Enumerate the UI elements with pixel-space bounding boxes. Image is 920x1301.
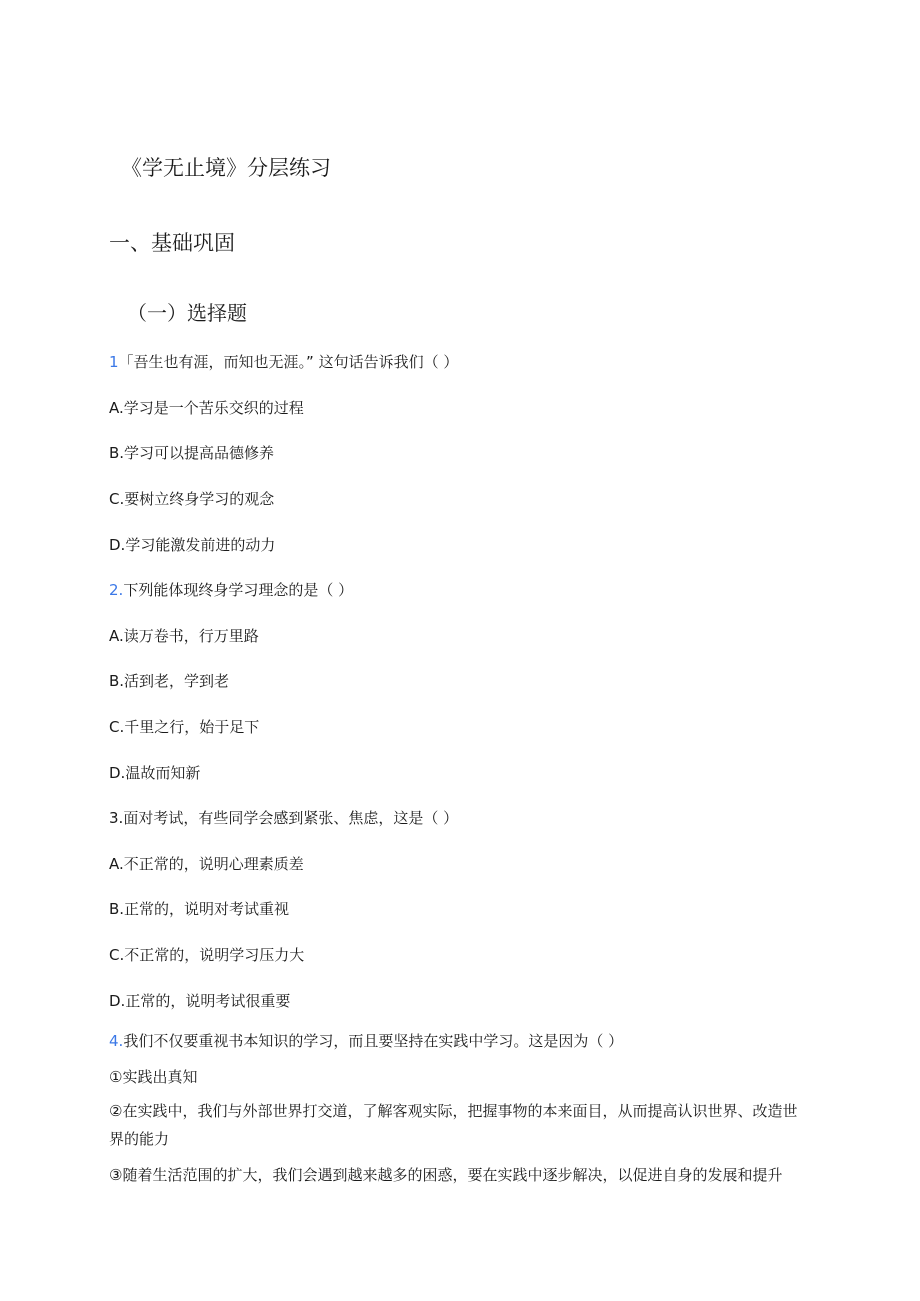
statement-1: ①实践出真知: [109, 1068, 198, 1086]
question-number: 3.: [109, 809, 124, 827]
question-text: 下列能体现终身学习理念的是（ ）: [123, 581, 354, 599]
question-3: [109, 808, 458, 828]
question-number: 4.: [109, 1032, 124, 1050]
option-d: D.正常的，说明考试很重要: [109, 992, 291, 1010]
section-heading: 一、基础巩固: [109, 231, 235, 255]
option-b: B.学习可以提高品德修养: [109, 444, 275, 462]
document-title: 《学无止境》分层练习: [121, 156, 331, 180]
question-1: [109, 352, 458, 372]
option-b: B.活到老，学到老: [109, 672, 230, 690]
question-number: 2.: [109, 581, 124, 599]
option-c: C.不正常的，说明学习压力大: [109, 946, 305, 964]
option-a: A.学习是一个苦乐交织的过程: [109, 399, 304, 417]
question-2: [109, 580, 353, 600]
question-4: [109, 1031, 623, 1051]
question-number: 1: [109, 353, 119, 371]
option-d: D.温故而知新: [109, 764, 201, 782]
statement-3: ③随着生活范围的扩大，我们会遇到越来越多的困惑，要在实践中逐步解决，以促进自身的发展和提升: [109, 1166, 783, 1184]
question-text: 「吾生也有涯，而知也无涯。” 这句话告诉我们（ ）: [118, 353, 459, 371]
question-text: 面对考试，有些同学会感到紧张、焦虑，这是（ ）: [123, 809, 459, 827]
option-a: A.读万卷书，行万里路: [109, 627, 259, 645]
option-d: D.学习能激发前进的动力: [109, 536, 276, 554]
option-c: C.千里之行，始于足下: [109, 718, 260, 736]
statement-2: ②在实践中，我们与外部世界打交道，了解客观实际，把握事物的本来面目，从而提高认识世界、改造世界的能力: [109, 1102, 798, 1148]
option-b: B.正常的，说明对考试重视: [109, 900, 290, 918]
subsection-heading: （一）选择题: [127, 301, 247, 325]
question-text: 我们不仅要重视书本知识的学习，而且要坚持在实践中学习。这是因为（ ）: [123, 1032, 624, 1050]
option-c: C.要树立终身学习的观念: [109, 490, 275, 508]
option-a: A.不正常的，说明心理素质差: [109, 855, 304, 873]
